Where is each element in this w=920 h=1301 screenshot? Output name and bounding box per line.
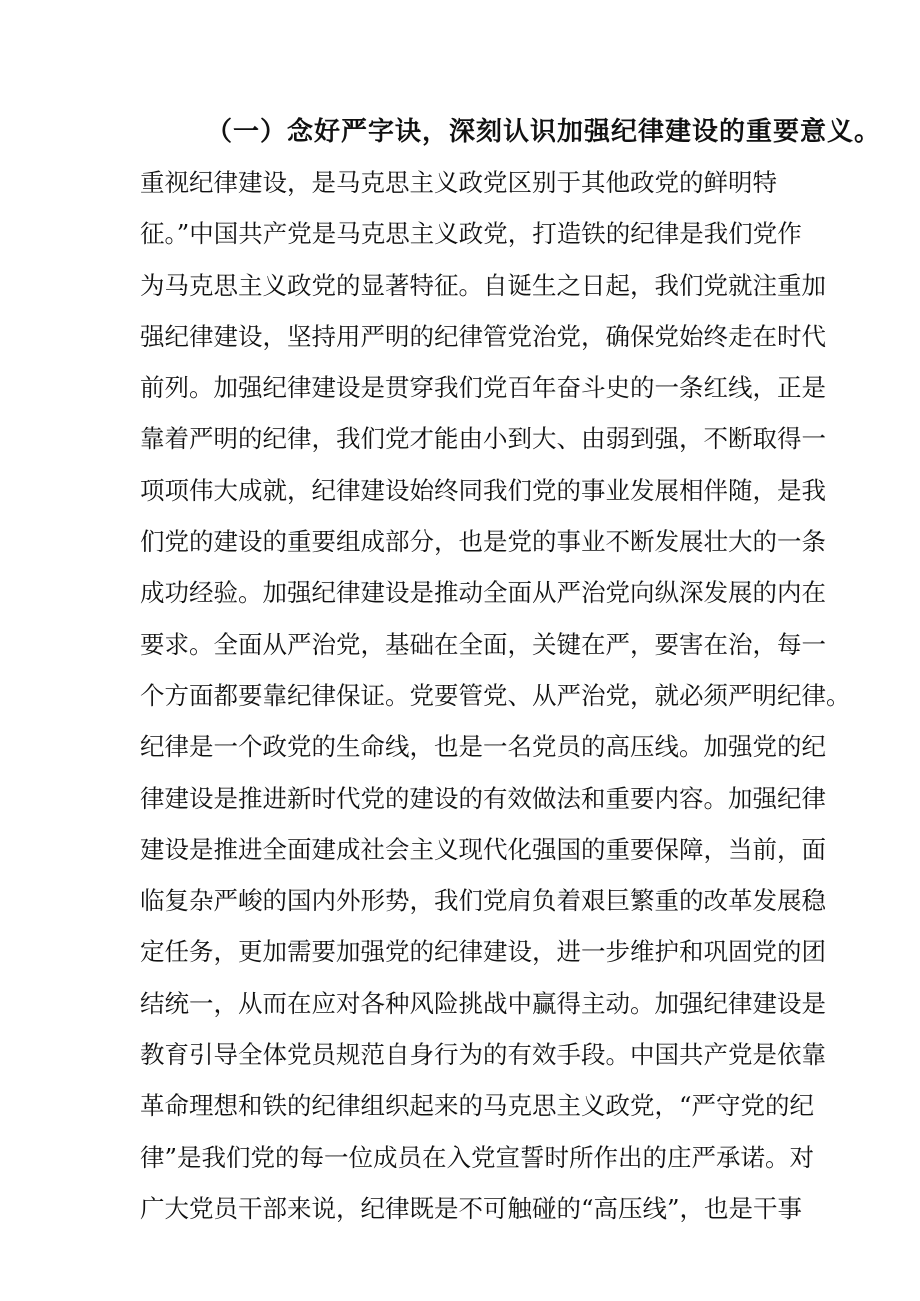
text-line: 律建设是推进新时代党的建设的有效做法和重要内容。加强纪律 — [140, 783, 826, 813]
text-line: 项项伟大成就，纪律建设始终同我们党的事业发展相伴随，是我 — [140, 475, 826, 505]
text-line: 强纪律建设，坚持用严明的纪律管党治党，确保党始终走在时代 — [140, 321, 826, 351]
text-line: 律”是我们党的每一位成员在入党宣誓时所作出的庄严承诺。对 — [140, 1142, 815, 1172]
text-line: 重视纪律建设，是马克思主义政党区别于其他政党的鲜明特 — [140, 168, 777, 197]
text-line: 定任务，更加需要加强党的纪律建设，进一步维护和巩固党的团 — [140, 937, 826, 967]
text-line: 建设是推进全面建成社会主义现代化强国的重要保障，当前，面 — [140, 834, 826, 864]
text-line: 要求。全面从严治党，基础在全面，关键在严，要害在治，每一 — [140, 629, 826, 659]
text-line: 结统一，从而在应对各种风险挑战中赢得主动。加强纪律建设是 — [140, 988, 826, 1018]
body-text — [140, 157, 851, 1234]
text-line: 成功经验。加强纪律建设是推动全面从严治党向纵深发展的内在 — [140, 578, 826, 608]
text-line: 们党的建设的重要组成部分，也是党的事业不断发展壮大的一条 — [140, 527, 826, 557]
text-line: 前列。加强纪律建设是贯穿我们党百年奋斗史的一条红线，正是 — [140, 373, 826, 403]
section-heading: （一）念好严字诀，深刻认识加强纪律建设的重要意义。 — [206, 117, 882, 147]
text-line: 靠着严明的纪律，我们党才能由小到大、由弱到强，不断取得一 — [140, 424, 826, 454]
text-line: 纪律是一个政党的生命线，也是一名党员的高压线。加强党的纪 — [140, 732, 826, 762]
text-line: 革命理想和铁的纪律组织起来的马克思主义政党，“严守党的纪 — [140, 1091, 815, 1121]
text-line: 为马克思主义政党的显著特征。自诞生之日起，我们党就注重加 — [140, 270, 826, 300]
text-line: 临复杂严峻的国内外形势，我们党肩负着艰巨繁重的改革发展稳 — [140, 886, 826, 916]
text-line: 个方面都要靠纪律保证。党要管党、从严治党，就必须严明纪律。 — [140, 680, 851, 710]
text-line: 教育引导全体党员规范自身行为的有效手段。中国共产党是依靠 — [140, 1040, 826, 1070]
text-line: 广大党员干部来说，纪律既是不可触碰的“高压线”，也是干事 — [140, 1193, 803, 1223]
text-line: 征。”中国共产党是马克思主义政党，打造铁的纪律是我们党作 — [140, 219, 802, 249]
